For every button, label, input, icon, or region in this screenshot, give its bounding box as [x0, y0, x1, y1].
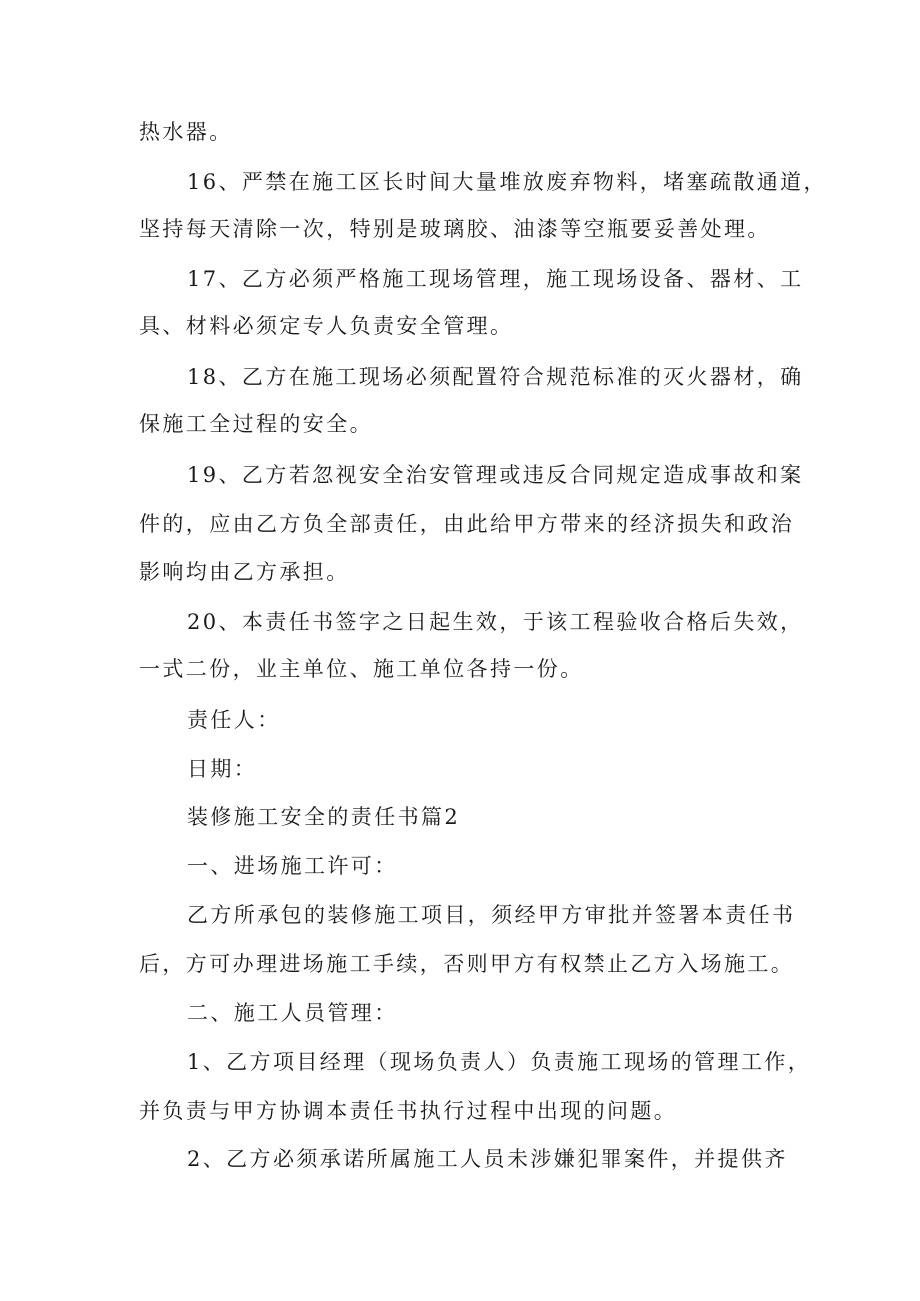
text-line: 件的，应由乙方负全部责任，由此给甲方带来的经济损失和政治 [139, 512, 795, 536]
text-line: 影响均由乙方承担。 [139, 560, 350, 584]
text-line: 坚持每天清除一次，特别是玻璃胶、油漆等空瓶要妥善处理。 [139, 217, 771, 241]
signature-label: 责任人： [187, 708, 281, 732]
text-line: 具、材料必须定专人负责安全管理。 [139, 314, 514, 338]
text-line: 17、乙方必须严格施工现场管理，施工现场设备、器材、工 [187, 267, 804, 291]
text-line: 16、严禁在施工区长时间大量堆放废弃物料，堵塞疏散通道， [187, 170, 827, 194]
text-line: 乙方所承包的装修施工项目，须经甲方审批并签署本责任书 [187, 903, 796, 927]
text-line: 一式二份，业主单位、施工单位各持一份。 [139, 657, 584, 681]
text-line: 19、乙方若忽视安全治安管理或违反合同规定造成事故和案 [187, 463, 804, 487]
text-line: 2、乙方必须承诺所属施工人员未涉嫌犯罪案件，并提供齐 [187, 1147, 788, 1171]
text-line: 热水器。 [139, 120, 233, 144]
section-heading: 一、进场施工许可： [187, 854, 398, 878]
text-line: 20、本责任书签字之日起生效，于该工程验收合格后失效， [187, 610, 804, 634]
date-label: 日期： [187, 757, 258, 781]
section-title: 装修施工安全的责任书篇2 [187, 805, 461, 829]
text-line: 并负责与甲方协调本责任书执行过程中出现的问题。 [139, 1099, 678, 1123]
text-line: 保施工全过程的安全。 [139, 412, 373, 436]
section-heading: 二、施工人员管理： [187, 1001, 398, 1025]
text-line: 1、乙方项目经理（现场负责人）负责施工现场的管理工作， [187, 1050, 812, 1074]
text-line: 后，方可办理进场施工手续，否则甲方有权禁止乙方入场施工。 [139, 952, 795, 976]
text-line: 18、乙方在施工现场必须配置符合规范标准的灭火器材，确 [187, 365, 804, 389]
